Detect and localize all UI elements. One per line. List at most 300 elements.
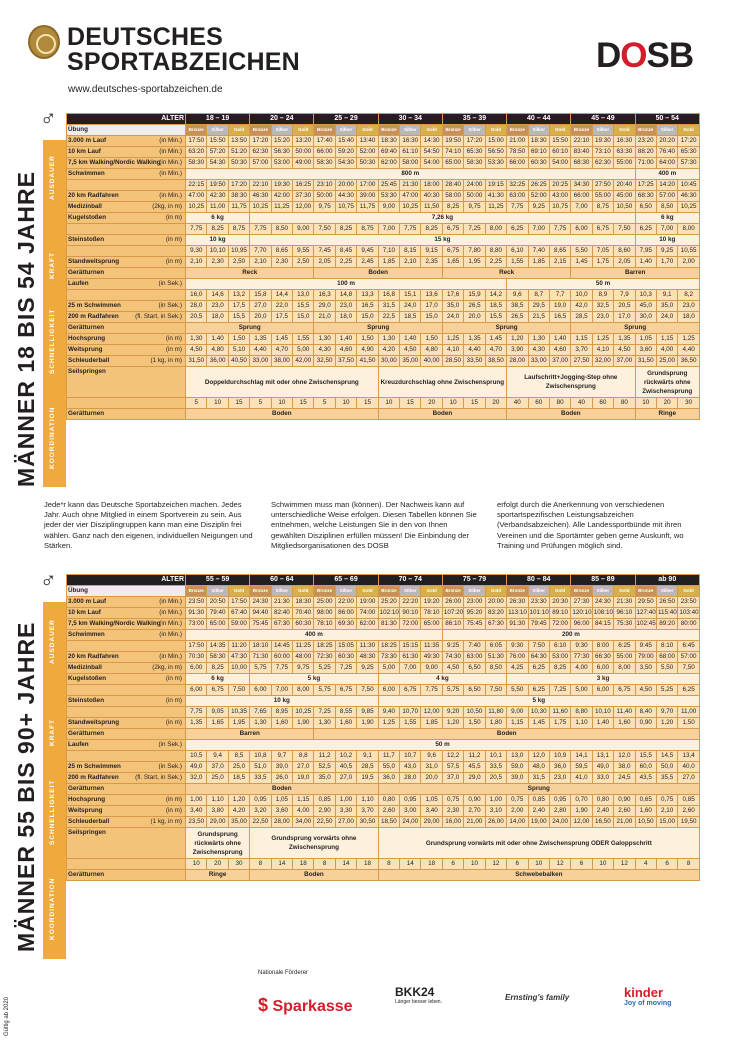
row-label: Gerätturnen: [67, 323, 186, 334]
value-cell: 1,40: [592, 718, 613, 729]
value-cell: 1,15: [656, 334, 677, 345]
value-cell: 1,30: [528, 334, 549, 345]
value-cell: 7,65: [250, 707, 271, 718]
value-cell: 5,00: [571, 685, 592, 696]
span-cell: Schwebebalken: [378, 870, 699, 881]
value-cell: 24,5: [614, 773, 635, 784]
value-cell: 14: [400, 859, 421, 870]
value-cell: 28,0: [400, 773, 421, 784]
value-cell: 2,50: [228, 257, 249, 268]
value-cell: 78:10: [421, 608, 442, 619]
value-cell: 16:25: [293, 180, 314, 191]
value-cell: 8,00: [293, 685, 314, 696]
value-cell: 21:30: [271, 597, 292, 608]
value-cell: 15:40: [335, 136, 356, 147]
row-weitsprung: [67, 806, 700, 817]
value-cell: 6,25: [528, 663, 549, 674]
value-cell: 27,0: [250, 301, 271, 312]
value-cell: 13,0: [507, 751, 528, 762]
value-cell: 52:00: [528, 191, 549, 202]
value-cell: 1,85: [528, 257, 549, 268]
value-cell: 10: [464, 859, 485, 870]
value-cell: 82:40: [271, 608, 292, 619]
row-25m-schwimmen: [67, 301, 700, 312]
value-cell: 12,00: [293, 202, 314, 213]
value-cell: 9,75: [293, 663, 314, 674]
value-cell: 21,00: [614, 817, 635, 828]
value-cell: 51:30: [485, 652, 506, 663]
value-cell: 36,50: [678, 356, 700, 367]
value-cell: 23,50: [186, 817, 207, 828]
value-cell: 1,60: [271, 718, 292, 729]
value-cell: 1,95: [464, 257, 485, 268]
value-cell: 10,10: [592, 707, 613, 718]
row-10km-lauf: [67, 608, 700, 619]
value-cell: 15: [293, 398, 314, 409]
value-cell: 21:30: [614, 597, 635, 608]
bronze-header: Bronze: [186, 125, 207, 136]
value-cell: 41,0: [571, 773, 592, 784]
dosb-logo: DOSB: [596, 36, 694, 75]
value-cell: 62:30: [250, 147, 271, 158]
row-unit: (in Sek.): [158, 763, 182, 770]
span-cell: 15 kg: [250, 235, 635, 246]
value-cell: 20: [421, 398, 442, 409]
value-cell: 7,00: [656, 224, 677, 235]
value-cell: 4,10: [592, 345, 613, 356]
value-cell: 96:10: [614, 608, 635, 619]
gold-header: Gold: [293, 586, 314, 597]
value-cell: 20,0: [250, 312, 271, 323]
value-cell: 9,00: [293, 224, 314, 235]
value-cell: 86:00: [335, 608, 356, 619]
value-cell: 9,15: [421, 246, 442, 257]
value-cell: 6:25: [614, 641, 635, 652]
value-cell: 20,5: [614, 301, 635, 312]
value-cell: 9,4: [207, 751, 228, 762]
value-cell: 22:15: [186, 180, 207, 191]
value-cell: 15:00: [485, 136, 506, 147]
value-cell: 3,80: [207, 806, 228, 817]
row-label: [67, 246, 186, 257]
row-schleuderball: [67, 356, 700, 367]
value-cell: 10: [335, 398, 356, 409]
info-paragraph-1: Jede*r kann das Deutsche Sportabzeichen machen. Jedes Jahr. Auch ohne Mitglied in einem Sportverein zu sein. Aus jeder der vier Disziplingruppen kann man eine Disziplin frei wählen. Ganz nach den eigenen, individuellen Neigungen und Stärken.: [44, 500, 253, 550]
seil-desc: Doppeldurchschlag mit oder ohne Zwischensprung: [186, 367, 379, 398]
value-cell: 83:20: [485, 608, 506, 619]
value-cell: 10,50: [614, 202, 635, 213]
uebung-label: Übung: [67, 586, 186, 597]
value-cell: 4,70: [271, 345, 292, 356]
value-cell: 54:30: [207, 158, 228, 169]
value-cell: 5,50: [571, 246, 592, 257]
value-cell: 0,95: [250, 795, 271, 806]
value-cell: 34,00: [293, 817, 314, 828]
page-header: [0, 0, 730, 110]
value-cell: 27,00: [335, 817, 356, 828]
value-cell: 66:30: [592, 652, 613, 663]
value-cell: 38:30: [228, 191, 249, 202]
value-cell: 2,70: [464, 806, 485, 817]
row-unit: (1 kg, in m): [150, 357, 182, 364]
gold-header: Gold: [421, 586, 442, 597]
value-cell: 5,75: [314, 685, 335, 696]
silber-header: Silber: [592, 125, 613, 136]
row-unit: (in Min.): [159, 159, 182, 166]
value-cell: 8,65: [271, 246, 292, 257]
row-unit: (in m): [165, 719, 182, 726]
value-cell: 16,5: [357, 301, 378, 312]
value-cell: 0,65: [635, 795, 656, 806]
value-cell: 115:40: [656, 608, 677, 619]
value-cell: 11:25: [293, 641, 314, 652]
value-cell: 20,0: [421, 773, 442, 784]
value-cell: 22,50: [314, 817, 335, 828]
value-cell: 8,5: [228, 751, 249, 762]
value-cell: 23,0: [335, 301, 356, 312]
row-label: Gerätturnen: [67, 784, 186, 795]
value-cell: 69:30: [335, 619, 356, 630]
value-cell: 5,00: [293, 345, 314, 356]
value-cell: 4,80: [207, 345, 228, 356]
span-cell: 100 m: [186, 279, 507, 290]
age-group-header: 85 – 89: [571, 575, 635, 586]
bronze-header: Bronze: [507, 586, 528, 597]
value-cell: 95:20: [464, 608, 485, 619]
span-cell: 400 m: [635, 169, 699, 180]
value-cell: 41,50: [357, 356, 378, 367]
value-cell: 83:40: [571, 147, 592, 158]
value-cell: 37:30: [293, 191, 314, 202]
value-cell: 14,6: [207, 290, 228, 301]
age-header-row: [67, 114, 700, 125]
value-cell: 0,75: [656, 795, 677, 806]
value-cell: 8:10: [656, 641, 677, 652]
value-cell: 31,50: [635, 356, 656, 367]
row-seilspringen-desc: [67, 367, 700, 398]
value-cell: 1,35: [464, 334, 485, 345]
value-cell: 15,5: [635, 751, 656, 762]
value-cell: 65:30: [678, 147, 700, 158]
value-cell: 21,00: [464, 817, 485, 828]
value-cell: 9,70: [656, 707, 677, 718]
value-cell: 9:30: [571, 641, 592, 652]
value-cell: 33,5: [485, 762, 506, 773]
value-cell: 51,0: [250, 762, 271, 773]
value-cell: 15:20: [271, 136, 292, 147]
value-cell: 1,05: [635, 334, 656, 345]
value-cell: 55,0: [378, 762, 399, 773]
value-cell: 108:10: [592, 608, 613, 619]
value-cell: 14: [271, 859, 292, 870]
value-cell: 11,25: [485, 202, 506, 213]
value-cell: 16:30: [614, 136, 635, 147]
row-label: (in m) Steinstoßen: [67, 235, 186, 246]
value-cell: 7:50: [528, 641, 549, 652]
value-cell: 1,20: [228, 795, 249, 806]
value-cell: 25:45: [378, 180, 399, 191]
value-cell: 15:50: [549, 136, 570, 147]
gold-header: Gold: [293, 125, 314, 136]
value-cell: 18,5: [228, 773, 249, 784]
value-cell: 15: [464, 398, 485, 409]
value-cell: 3,40: [186, 806, 207, 817]
row-label: (2kg, in m) Medizinball: [67, 202, 186, 213]
value-cell: 9,55: [293, 246, 314, 257]
value-cell: 45:00: [614, 191, 635, 202]
silber-header: Silber: [271, 586, 292, 597]
value-cell: 12,00: [421, 707, 442, 718]
value-cell: 19,50: [678, 817, 700, 828]
value-cell: 17:20: [678, 136, 700, 147]
value-cell: 18: [357, 859, 378, 870]
value-cell: 16,50: [592, 817, 613, 828]
value-cell: 4,00: [571, 663, 592, 674]
row-label: Gerätturnen: [67, 870, 186, 881]
value-cell: 72:00: [549, 619, 570, 630]
value-cell: 7,25: [464, 224, 485, 235]
value-cell: 7,75: [186, 224, 207, 235]
value-cell: 9,75: [464, 202, 485, 213]
value-cell: 11,40: [614, 707, 635, 718]
value-cell: 10,9: [549, 751, 570, 762]
value-cell: 18:30: [528, 136, 549, 147]
value-cell: 53:00: [271, 158, 292, 169]
span-cell: 10 kg: [186, 696, 379, 707]
value-cell: 102:45: [635, 619, 656, 630]
value-cell: 91:30: [186, 608, 207, 619]
value-cell: 1,25: [678, 334, 700, 345]
value-cell: 10,25: [250, 202, 271, 213]
value-cell: 33,00: [528, 356, 549, 367]
value-cell: 57:00: [250, 158, 271, 169]
age-group-header: 25 – 29: [314, 114, 378, 125]
row-kugel-weight: [67, 213, 700, 224]
row-steinstossen: [67, 246, 700, 257]
span-cell: 3 kg: [507, 674, 700, 685]
age-group-header: 75 – 79: [442, 575, 506, 586]
row-unit: (in Min.): [159, 148, 182, 155]
span-cell: Boden: [186, 409, 379, 420]
value-cell: 48:30: [357, 652, 378, 663]
value-cell: 8,80: [571, 707, 592, 718]
value-cell: 13,0: [293, 290, 314, 301]
value-cell: 19,00: [528, 817, 549, 828]
gold-header: Gold: [614, 586, 635, 597]
row-label: (in Min.) 10 km Lauf: [67, 608, 186, 619]
seil-desc: Laufschritt+Jogging-Step ohne Zwischensprung: [507, 367, 635, 398]
value-cell: 1,50: [464, 718, 485, 729]
value-cell: 8,45: [335, 246, 356, 257]
value-cell: 1,85: [421, 718, 442, 729]
silber-header: Silber: [656, 125, 677, 136]
value-cell: 5,50: [656, 663, 677, 674]
value-cell: 7,25: [335, 663, 356, 674]
value-cell: 71:00: [635, 158, 656, 169]
value-cell: 24,0: [400, 301, 421, 312]
brand-title-line1: DEUTSCHES: [67, 23, 223, 51]
value-cell: 27,50: [571, 356, 592, 367]
value-cell: 51:20: [228, 147, 249, 158]
value-cell: 26:00: [442, 597, 463, 608]
value-cell: 1,35: [614, 334, 635, 345]
row-unit: (in m): [165, 807, 182, 814]
value-cell: 11,50: [421, 202, 442, 213]
value-cell: 7,50: [485, 685, 506, 696]
value-cell: 15: [400, 398, 421, 409]
value-cell: 3,20: [250, 806, 271, 817]
span-cell: Reck: [442, 268, 570, 279]
row-kugelstossen: [67, 685, 700, 696]
value-cell: 1,15: [293, 795, 314, 806]
value-cell: 13,2: [228, 290, 249, 301]
row-schleuderball: [67, 817, 700, 828]
value-cell: 6,25: [678, 685, 700, 696]
span-cell: 800 m: [186, 169, 636, 180]
value-cell: 8: [678, 859, 700, 870]
value-cell: 1,10: [571, 718, 592, 729]
row-unit: (fl. Start, in Sek.): [135, 774, 182, 781]
value-cell: 40: [507, 398, 528, 409]
value-cell: 27,0: [293, 762, 314, 773]
value-cell: 32,50: [314, 356, 335, 367]
value-cell: 6,75: [400, 685, 421, 696]
value-cell: 0,90: [614, 795, 635, 806]
value-cell: 58:00: [442, 191, 463, 202]
value-cell: 2,90: [314, 806, 335, 817]
value-cell: 21,5: [528, 312, 549, 323]
row-unit: (in Min.): [159, 192, 182, 199]
value-cell: 50:00: [464, 191, 485, 202]
row-geraetturnen-schnell: [67, 323, 700, 334]
value-cell: 11,00: [678, 707, 700, 718]
value-cell: 20,5: [186, 312, 207, 323]
value-cell: 7,50: [678, 663, 700, 674]
age-group-header: 55 – 59: [186, 575, 250, 586]
value-cell: 1,75: [592, 257, 613, 268]
row-label: (in Sek.) Laufen: [67, 279, 186, 290]
value-cell: 88:20: [635, 147, 656, 158]
value-cell: 66:00: [571, 191, 592, 202]
value-cell: 25:20: [378, 597, 399, 608]
website-link[interactable]: www.deutsches-sportabzeichen.de: [68, 84, 223, 95]
sparkasse-icon: $: [258, 995, 269, 1015]
value-cell: 6:05: [485, 641, 506, 652]
value-cell: 40:30: [421, 191, 442, 202]
value-cell: 8,50: [485, 663, 506, 674]
row-walking: [67, 158, 700, 169]
value-cell: 53:30: [378, 191, 399, 202]
value-cell: 76:40: [656, 147, 677, 158]
age-group-header: 60 – 64: [250, 575, 314, 586]
value-cell: 40,50: [228, 356, 249, 367]
row-unit: (in m): [165, 236, 182, 243]
value-cell: 55:00: [614, 158, 635, 169]
value-cell: 21:00: [507, 136, 528, 147]
value-cell: 50:00: [314, 191, 335, 202]
value-cell: 9,05: [207, 707, 228, 718]
value-cell: 23:20: [635, 136, 656, 147]
silber-header: Silber: [528, 586, 549, 597]
value-cell: 49,0: [186, 762, 207, 773]
value-cell: 58:30: [464, 158, 485, 169]
value-cell: 9:25: [442, 641, 463, 652]
value-cell: 63:30: [614, 147, 635, 158]
value-cell: 27,0: [678, 773, 700, 784]
value-cell: 2,05: [614, 257, 635, 268]
value-cell: 49,0: [592, 762, 613, 773]
value-cell: 11,2: [314, 751, 335, 762]
bronze-header: Bronze: [635, 586, 656, 597]
value-cell: 41:30: [485, 191, 506, 202]
value-cell: 66:00: [507, 158, 528, 169]
gold-header: Gold: [228, 586, 249, 597]
value-cell: 1,30: [314, 334, 335, 345]
value-cell: 0,85: [528, 795, 549, 806]
value-cell: 12,0: [614, 751, 635, 762]
bronze-header: Bronze: [314, 125, 335, 136]
section-koordination-2: KOORDINATION: [43, 850, 66, 959]
silber-header: Silber: [271, 125, 292, 136]
value-cell: 11,75: [228, 202, 249, 213]
age-group-header: 30 – 34: [378, 114, 442, 125]
value-cell: 17,0: [614, 312, 635, 323]
value-cell: 76:00: [507, 652, 528, 663]
value-cell: 18:00: [421, 180, 442, 191]
value-cell: 19:20: [421, 597, 442, 608]
value-cell: 40,5: [335, 762, 356, 773]
value-cell: 15:05: [335, 641, 356, 652]
row-laufen-dist: [67, 279, 700, 290]
value-cell: 31,5: [378, 301, 399, 312]
value-cell: 24:30: [250, 597, 271, 608]
value-cell: 18,5: [485, 301, 506, 312]
value-cell: 12,00: [571, 817, 592, 828]
row-unit: (in m): [165, 796, 182, 803]
span-cell: Sprung: [314, 323, 442, 334]
value-cell: 1,30: [314, 718, 335, 729]
value-cell: 74:30: [442, 652, 463, 663]
section-kraft-2: KRAFT: [43, 684, 66, 780]
row-label: (in Min.) 7,5 km Walking/Nordic Walking: [67, 619, 186, 630]
value-cell: 10,50: [635, 817, 656, 828]
value-cell: 1,20: [507, 334, 528, 345]
value-cell: 80:00: [678, 619, 700, 630]
row-unit: (in m): [165, 258, 182, 265]
value-cell: 16,0: [186, 290, 207, 301]
value-cell: 47:30: [228, 652, 249, 663]
value-cell: 10,35: [228, 707, 249, 718]
value-cell: 5,75: [442, 685, 463, 696]
value-cell: 69:40: [378, 147, 399, 158]
value-cell: 43,0: [400, 762, 421, 773]
value-cell: 19:50: [442, 136, 463, 147]
silber-header: Silber: [335, 586, 356, 597]
span-cell: Sprung: [442, 323, 570, 334]
gold-header: Gold: [485, 125, 506, 136]
value-cell: 24:30: [592, 597, 613, 608]
gold-header: Gold: [228, 125, 249, 136]
value-cell: 20:00: [335, 180, 356, 191]
value-cell: 60:10: [549, 147, 570, 158]
value-cell: 15,5: [293, 301, 314, 312]
value-cell: 10,10: [207, 246, 228, 257]
row-unit: (in Min.): [159, 137, 182, 144]
value-cell: 42:30: [207, 191, 228, 202]
row-label: [67, 751, 186, 762]
gold-header: Gold: [549, 586, 570, 597]
value-cell: 9,6: [421, 751, 442, 762]
